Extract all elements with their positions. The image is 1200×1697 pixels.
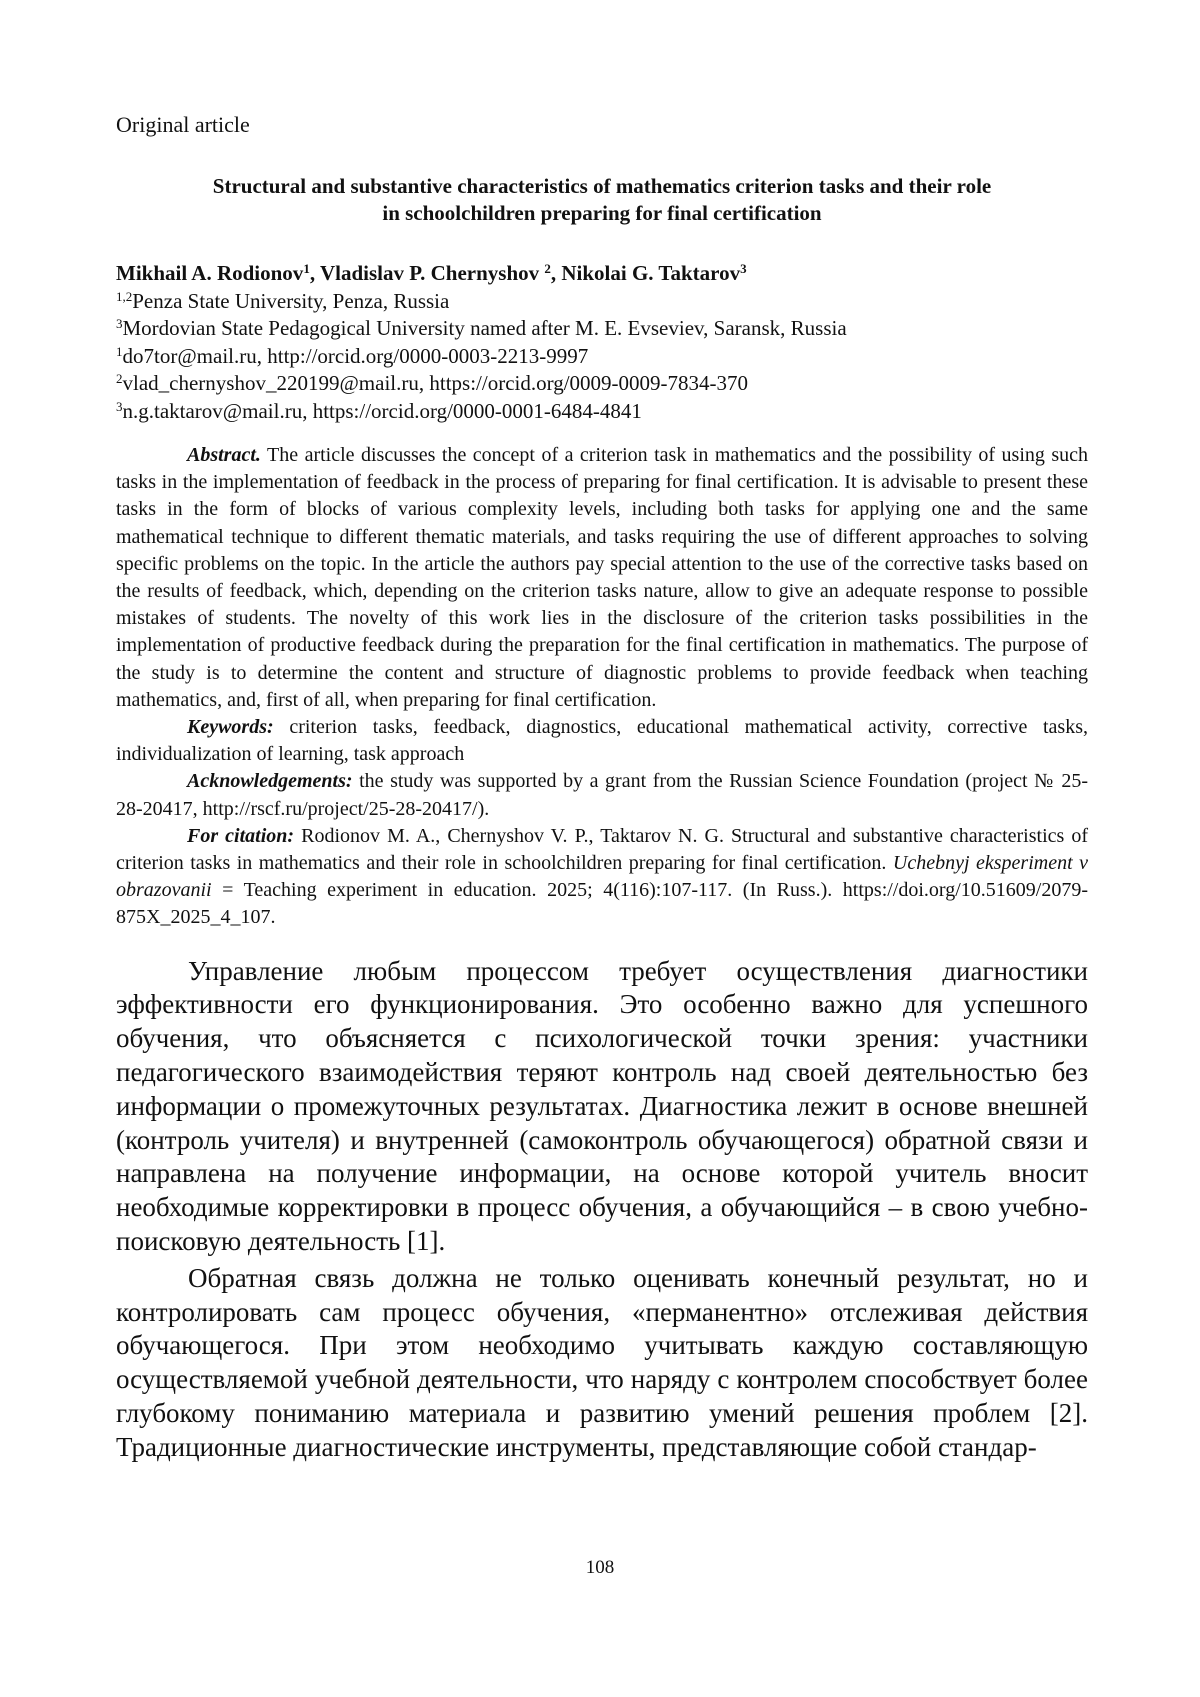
author-sup: 2 (544, 261, 551, 276)
abstract-paragraph (116, 442, 1088, 714)
contact-line (116, 398, 1088, 426)
citation-paragraph (116, 823, 1088, 932)
contact-sup: 2 (116, 371, 123, 386)
contact-text: do7tor@mail.ru, http://orcid.org/0000-0003-2213-9997 (122, 343, 589, 368)
page-number: 108 (585, 1557, 615, 1578)
author-block (116, 260, 1088, 425)
author-sup: 3 (740, 261, 747, 276)
author-name: Vladislav P. Chernyshov (319, 261, 540, 285)
acknowledgements-text: the study was supported by a grant from the Russian Science Foundation (project № 25-28-20417, http://rscf.ru/project/25-28-20417/). (116, 770, 1089, 820)
acknowledgements-paragraph (116, 768, 1088, 822)
keywords-paragraph (116, 714, 1088, 768)
abstract-text: The article discusses the concept of a criterion task in mathematics and the possibility of using such tasks in the implementation of feedback in the process of preparing for final certification. It is advisable to present these tasks in the form of blocks of various complexity levels, including both tasks for applying one and the same mathematical technique to different thematic materials, and tasks requiring the use of different approaches to solving specific problems on the topic. In the article the authors pay special attention to the use of the corrective tasks based on the results of feedback, which, depending on the criterion tasks nature, allow to give an adequate response to possible mistakes of students. The novelty of this work lies in the disclosure of the criterion tasks possibilities in the implementation of productive feedback during the preparation for the final certification in mathematics. The purpose of the study is to determine the content and structure of diagnostic problems to provide feedback when teaching mathematics, and, first of all, when preparing for final certification. (116, 444, 1088, 711)
affiliation-sup: 1,2 (116, 288, 133, 304)
contact-line (116, 370, 1088, 398)
article-type-label: Original article (116, 112, 250, 137)
author-names (116, 260, 1088, 288)
keywords-text: criterion tasks, feedback, diagnostics, educational mathematical activity, corrective tasks, individualization of learning, task approach (116, 716, 1088, 766)
title-line-1: Structural and substantive characteristics of mathematics criterion tasks and their role (212, 174, 992, 198)
contact-line (116, 343, 1088, 371)
body-paragraph: Обратная связь должна не только оценивать конечный результат, но и контролировать сам процесс обучения, «перманентно» отслеживая действия обучающегося. При этом необходимо учитывать каждую составляющую осуществляемой учебной деятельности, что наряду с контролем способствует более глубокому пониманию материала и развитию умений решения проблем [2]. Традиционные диагностические инструменты, представляющие собой стандар- (116, 1262, 1088, 1462)
affiliation-text: Mordovian State Pedagogical University named after M. E. Evseviev, Saransk, Russia (122, 316, 847, 340)
keywords-lead: Keywords: (187, 716, 274, 739)
acknowledgements-lead: Acknowledgements: (187, 770, 353, 793)
article-title (116, 173, 1088, 227)
contact-sup: 1 (116, 343, 123, 359)
contact-text: n.g.taktarov@mail.ru, https://orcid.org/0000-0001-6484-4841 (122, 398, 642, 423)
abstract-block (116, 442, 1088, 932)
author-name: Mikhail A. Rodionov (116, 261, 304, 285)
body-paragraph: Управление любым процессом требует осуществления диагностики эффективности его функционирования. Это особенно важно для успешного обучения, что объясняется с психологической точки зрения: участники педагогического взаимодействия теряют контроль над своей деятельностью без информации о промежуточных результатах. Диагностика лежит в основе внешней (контроль учителя) и внутренней (самоконтроль обучающегося) обратной связи и направлена на получение информации, на основе которой учитель вносит необходимые корректировки в процесс обучения, а обучающийся – в свою учебно-поисковую деятельность [1]. (116, 955, 1088, 1257)
affiliation-sup: 3 (116, 316, 123, 331)
affiliation-line (116, 288, 1088, 316)
contact-text: vlad_chernyshov_220199@mail.ru, https://orcid.org/0009-0009-7834-370 (122, 371, 749, 395)
author-separator: , (550, 261, 562, 285)
contact-sup: 3 (116, 398, 123, 414)
citation-text-after: = Teaching experiment in education. 2025; 4(116):107-117. (In Russ.). https://doi.org/10.51609/2079-875X_2025_4_107. (116, 879, 1088, 929)
article-page (116, 112, 1088, 1468)
affiliation-line (116, 315, 1088, 343)
author-separator: , (309, 261, 320, 285)
citation-lead: For citation: (187, 824, 295, 847)
citation-journal: Uchebnyj eksperiment v obrazovanii (116, 852, 1089, 902)
title-line-2: in schoolchildren preparing for final certification (382, 201, 822, 225)
affiliation-text: Penza State University, Penza, Russia (132, 288, 450, 313)
author-sup: 1 (303, 261, 310, 276)
article-body (116, 955, 1088, 1465)
citation-text: Rodionov M. A., Chernyshov V. P., Taktarov N. G. Structural and substantive characteristics of criterion tasks in mathematics and their role in schoolchildren preparing for final certification. (116, 824, 1089, 875)
author-name: Nikolai G. Taktarov (561, 261, 741, 285)
abstract-lead: Abstract. (187, 444, 261, 466)
